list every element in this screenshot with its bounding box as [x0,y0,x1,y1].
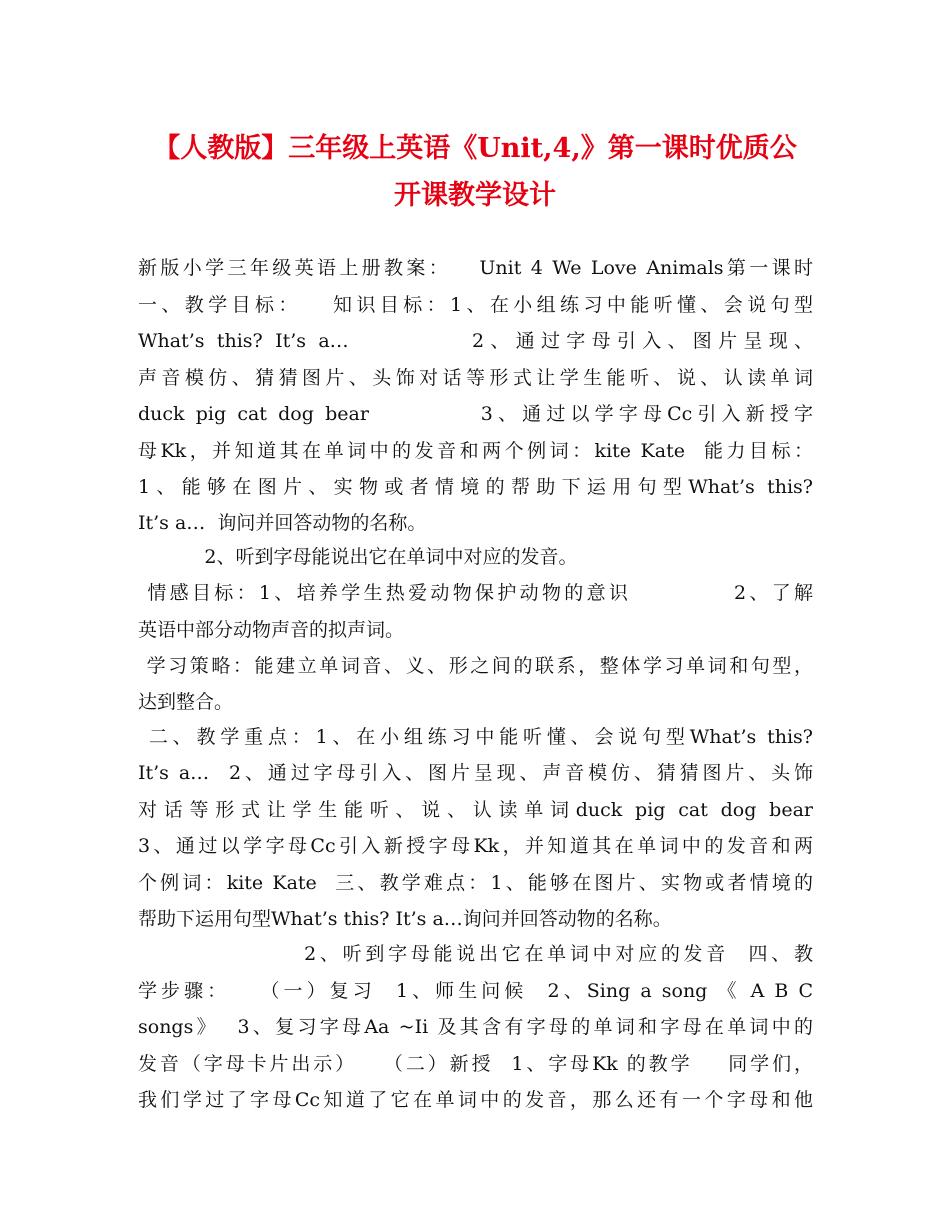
body-line: 帮助下运用句型What’s this? It’s a…询问并回答动物的名称。 [138,908,672,930]
document-title-line-2: 开课教学设计 [394,180,556,211]
body-line: 1、能够在图片、实物或者情境的帮助下运用句型What’s this? [138,476,813,498]
body-line: 二、教学重点：1、在小组练习中能听懂、会说句型What’s this? [138,726,813,748]
body-line: songs》 3、复习字母Aa ~Ii 及其含有字母的单词和字母在单词中的 [138,1016,813,1038]
body-line: What’s this? It’s a… 2、通过字母引入、图片呈现、 [138,330,813,352]
body-line: 一、教学目标： 知识目标：1、在小组练习中能听懂、会说句型 [138,294,813,316]
body-line: 3、通过以学字母Cc引入新授字母Kk，并知道其在单词中的发音和两 [138,835,813,857]
body-line: 学习策略：能建立单词音、义、形之间的联系，整体学习单词和句型， [138,655,813,677]
body-line: 2、听到字母能说出它在单词中对应的发音 四、教 [138,943,813,965]
body-line: 声音模仿、猜猜图片、头饰对话等形式让学生能听、说、认读单词 [138,367,813,389]
body-line: duck pig cat dog bear 3、通过以学字母Cc引入新授字 [138,403,813,425]
body-line: 情感目标：1、培养学生热爱动物保护动物的意识 2、了解 [138,582,813,604]
body-line: 对话等形式让学生能听、说、认读单词duck pig cat dog bear [138,799,813,821]
body-line: 2、听到字母能说出它在单词中对应的发音。 [138,546,578,568]
body-line: 个例词：kite Kate 三、教学难点：1、能够在图片、实物或者情境的 [138,872,813,894]
body-line: 达到整合。 [138,691,234,713]
body-line: It’s a… 询问并回答动物的名称。 [138,512,427,534]
body-line: 新版小学三年级英语上册教案： Unit 4 We Love Animals第一课时 [138,257,813,279]
body-line: 母Kk，并知道其在单词中的发音和两个例词：kite Kate 能力目标： [138,440,813,462]
body-line: 学步骤： （一）复习 1、师生问候 2、Sing a song 《 A B C [138,980,813,1002]
body-line: 英语中部分动物声音的拟声词。 [138,619,405,641]
body-line: 发音（字母卡片出示） （二）新授 1、字母Kk 的教学 同学们， [138,1053,813,1075]
document-title-line-1: 【人教版】三年级上英语《Unit,4,》第一课时优质公 [153,133,797,164]
body-line: It’s a… 2、通过字母引入、图片呈现、声音模仿、猜猜图片、头饰 [138,762,813,784]
body-line: 我们学过了字母Cc知道了它在单词中的发音，那么还有一个字母和他 [138,1089,813,1111]
